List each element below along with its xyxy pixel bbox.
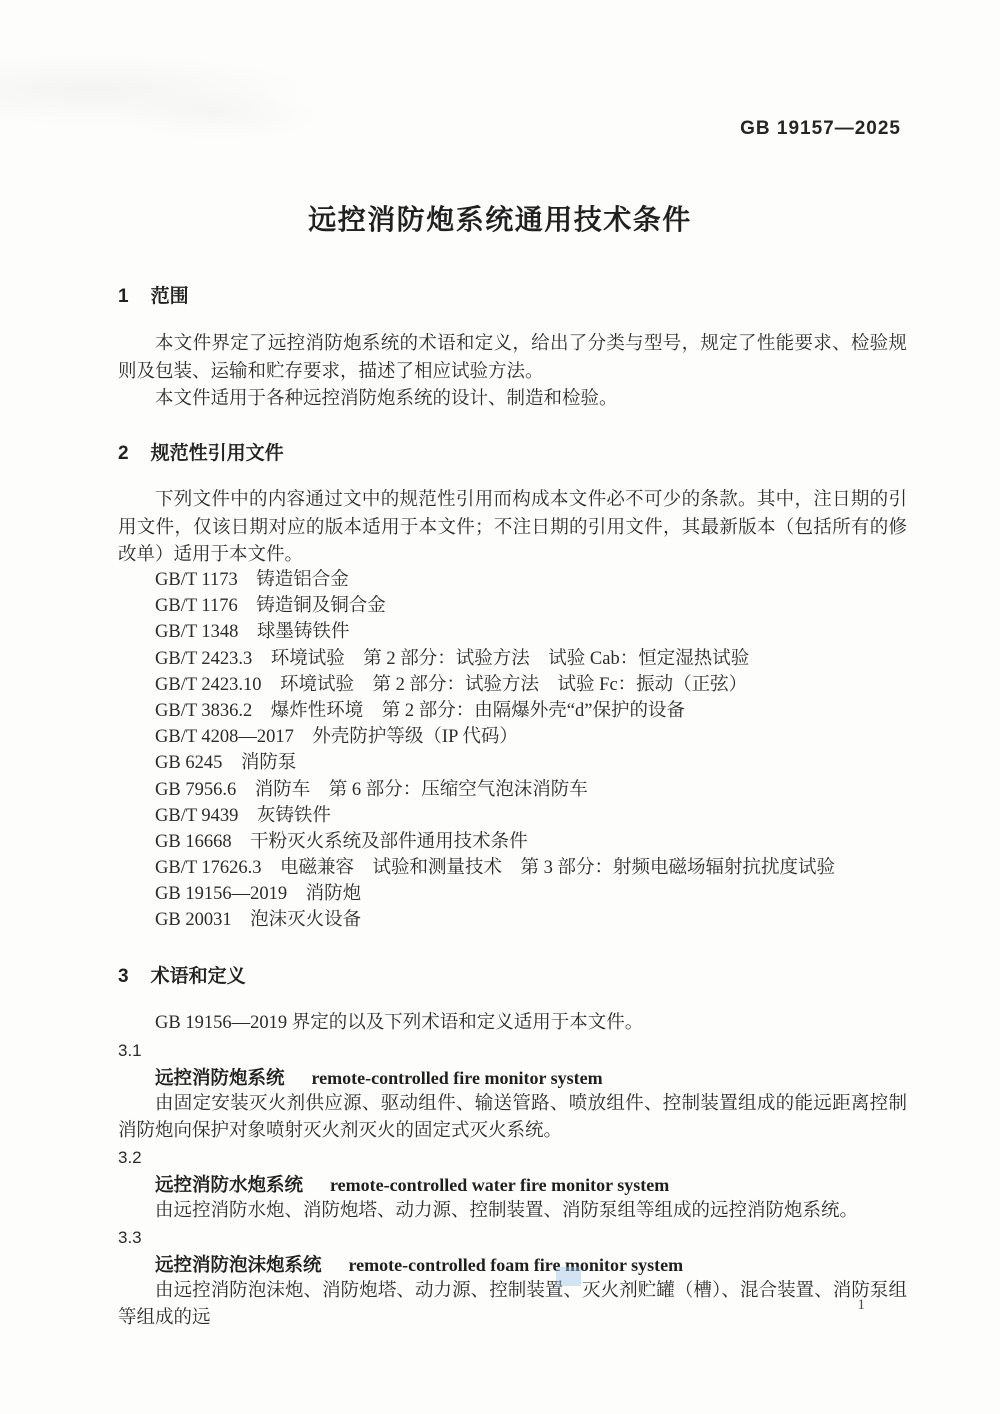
- term-definition: 由远控消防泡沫炮、消防炮塔、动力源、控制装置、灭火剂贮罐（槽）、混合装置、消防泵组等组成的远: [118, 1281, 907, 1328]
- reference-line: GB 6245 消防泵: [155, 753, 297, 774]
- term-number: 3.3: [118, 1228, 142, 1247]
- term-number: 3.1: [118, 1041, 142, 1060]
- section-number: 3: [118, 966, 129, 987]
- term-number: 3.2: [118, 1148, 142, 1167]
- term-en: remote-controlled fire monitor system: [311, 1068, 603, 1088]
- section-heading-label: 规范性引用文件: [150, 443, 284, 464]
- term-en: remote-controlled water fire monitor system: [330, 1175, 670, 1195]
- page-number: 1: [857, 1297, 865, 1313]
- section-heading-scope: [118, 281, 189, 308]
- reference-line: GB/T 1348 球墨铸铁件: [155, 622, 350, 643]
- term-zh: 远控消防水炮系统: [155, 1174, 304, 1195]
- reference-line: GB 16668 干粉灭火系统及部件通用技术条件: [155, 831, 528, 852]
- terms-intro: GB 19156—2019 界定的以及下列术语和定义适用于本文件。: [155, 1013, 644, 1033]
- terms-list: [118, 1038, 907, 1332]
- section-heading-terms: [118, 961, 246, 988]
- scan-smudge: [120, 90, 320, 140]
- reference-line: GB/T 17626.3 电磁兼容 试验和测量技术 第 3 部分：射频电磁场辐射抗扰度试验: [155, 858, 836, 879]
- section-number: 2: [118, 443, 129, 464]
- term-heading: [118, 1251, 907, 1278]
- reference-line: GB/T 2423.3 环境试验 第 2 部分：试验方法 试验 Cab：恒定湿热试验: [155, 648, 750, 669]
- standard-code: GB 19157—2025: [740, 118, 901, 139]
- references-intro: 下列文件中的内容通过文中的规范性引用而构成本文件必不可少的条款。其中，注日期的引用文件，仅该日期对应的版本适用于本文件；不注日期的引用文件，其最新版本（包括所有的修改单）适用于本文件。: [118, 490, 907, 565]
- section-heading-references: [118, 438, 284, 465]
- reference-line: GB/T 3836.2 爆炸性环境 第 2 部分：由隔爆外壳“d”保护的设备: [155, 700, 685, 721]
- reference-line: GB 7956.6 消防车 第 6 部分：压缩空气泡沫消防车: [155, 779, 588, 800]
- section-heading-label: 范围: [150, 286, 189, 307]
- reference-line: GB 20031 泡沫灭火设备: [155, 910, 362, 931]
- section-number: 1: [118, 286, 129, 307]
- page-title: 远控消防炮系统通用技术条件: [308, 204, 692, 235]
- reference-line: GB 19156—2019 消防炮: [155, 884, 362, 905]
- reference-line: GB/T 1173 铸造铝合金: [155, 570, 349, 590]
- references-list: [155, 567, 907, 934]
- scope-paragraph: 本文件适用于各种远控消防炮系统的设计、制造和检验。: [155, 389, 618, 409]
- term-definition: 由固定安装灭火剂供应源、驱动组件、输送管路、喷放组件、控制装置组成的能远距离控制消防炮向保护对象喷射灭火剂灭火的固定式灭火系统。: [118, 1094, 907, 1141]
- scope-paragraph: 本文件界定了远控消防炮系统的术语和定义，给出了分类与型号，规定了性能要求、检验规则及包装、运输和贮存要求，描述了相应试验方法。: [118, 334, 907, 382]
- terms-intro-block: [118, 1010, 907, 1038]
- scope-body: [118, 331, 907, 414]
- term-en: remote-controlled foam fire monitor system: [348, 1255, 684, 1275]
- term-heading: [118, 1064, 907, 1091]
- term-zh: 远控消防炮系统: [155, 1067, 285, 1088]
- term-zh: 远控消防泡沫炮系统: [155, 1254, 322, 1275]
- references-intro-block: [118, 487, 907, 570]
- term-definition: 由远控消防水炮、消防炮塔、动力源、控制装置、消防泵组等组成的远控消防炮系统。: [155, 1201, 859, 1221]
- section-heading-label: 术语和定义: [150, 966, 246, 987]
- term-item: [118, 1145, 907, 1225]
- scan-smudge: [0, 55, 310, 125]
- reference-line: GB/T 1176 铸造铜及铜合金: [155, 596, 386, 617]
- reference-line: GB/T 4208—2017 外壳防护等级（IP 代码）: [155, 727, 518, 748]
- term-item: [118, 1225, 907, 1332]
- highlight-artifact: [556, 1267, 581, 1286]
- reference-line: GB/T 2423.10 环境试验 第 2 部分：试验方法 试验 Fc：振动（正弦）: [155, 674, 748, 695]
- term-heading: [118, 1171, 907, 1198]
- term-item: [118, 1038, 907, 1145]
- reference-line: GB/T 9439 灰铸铁件: [155, 805, 331, 826]
